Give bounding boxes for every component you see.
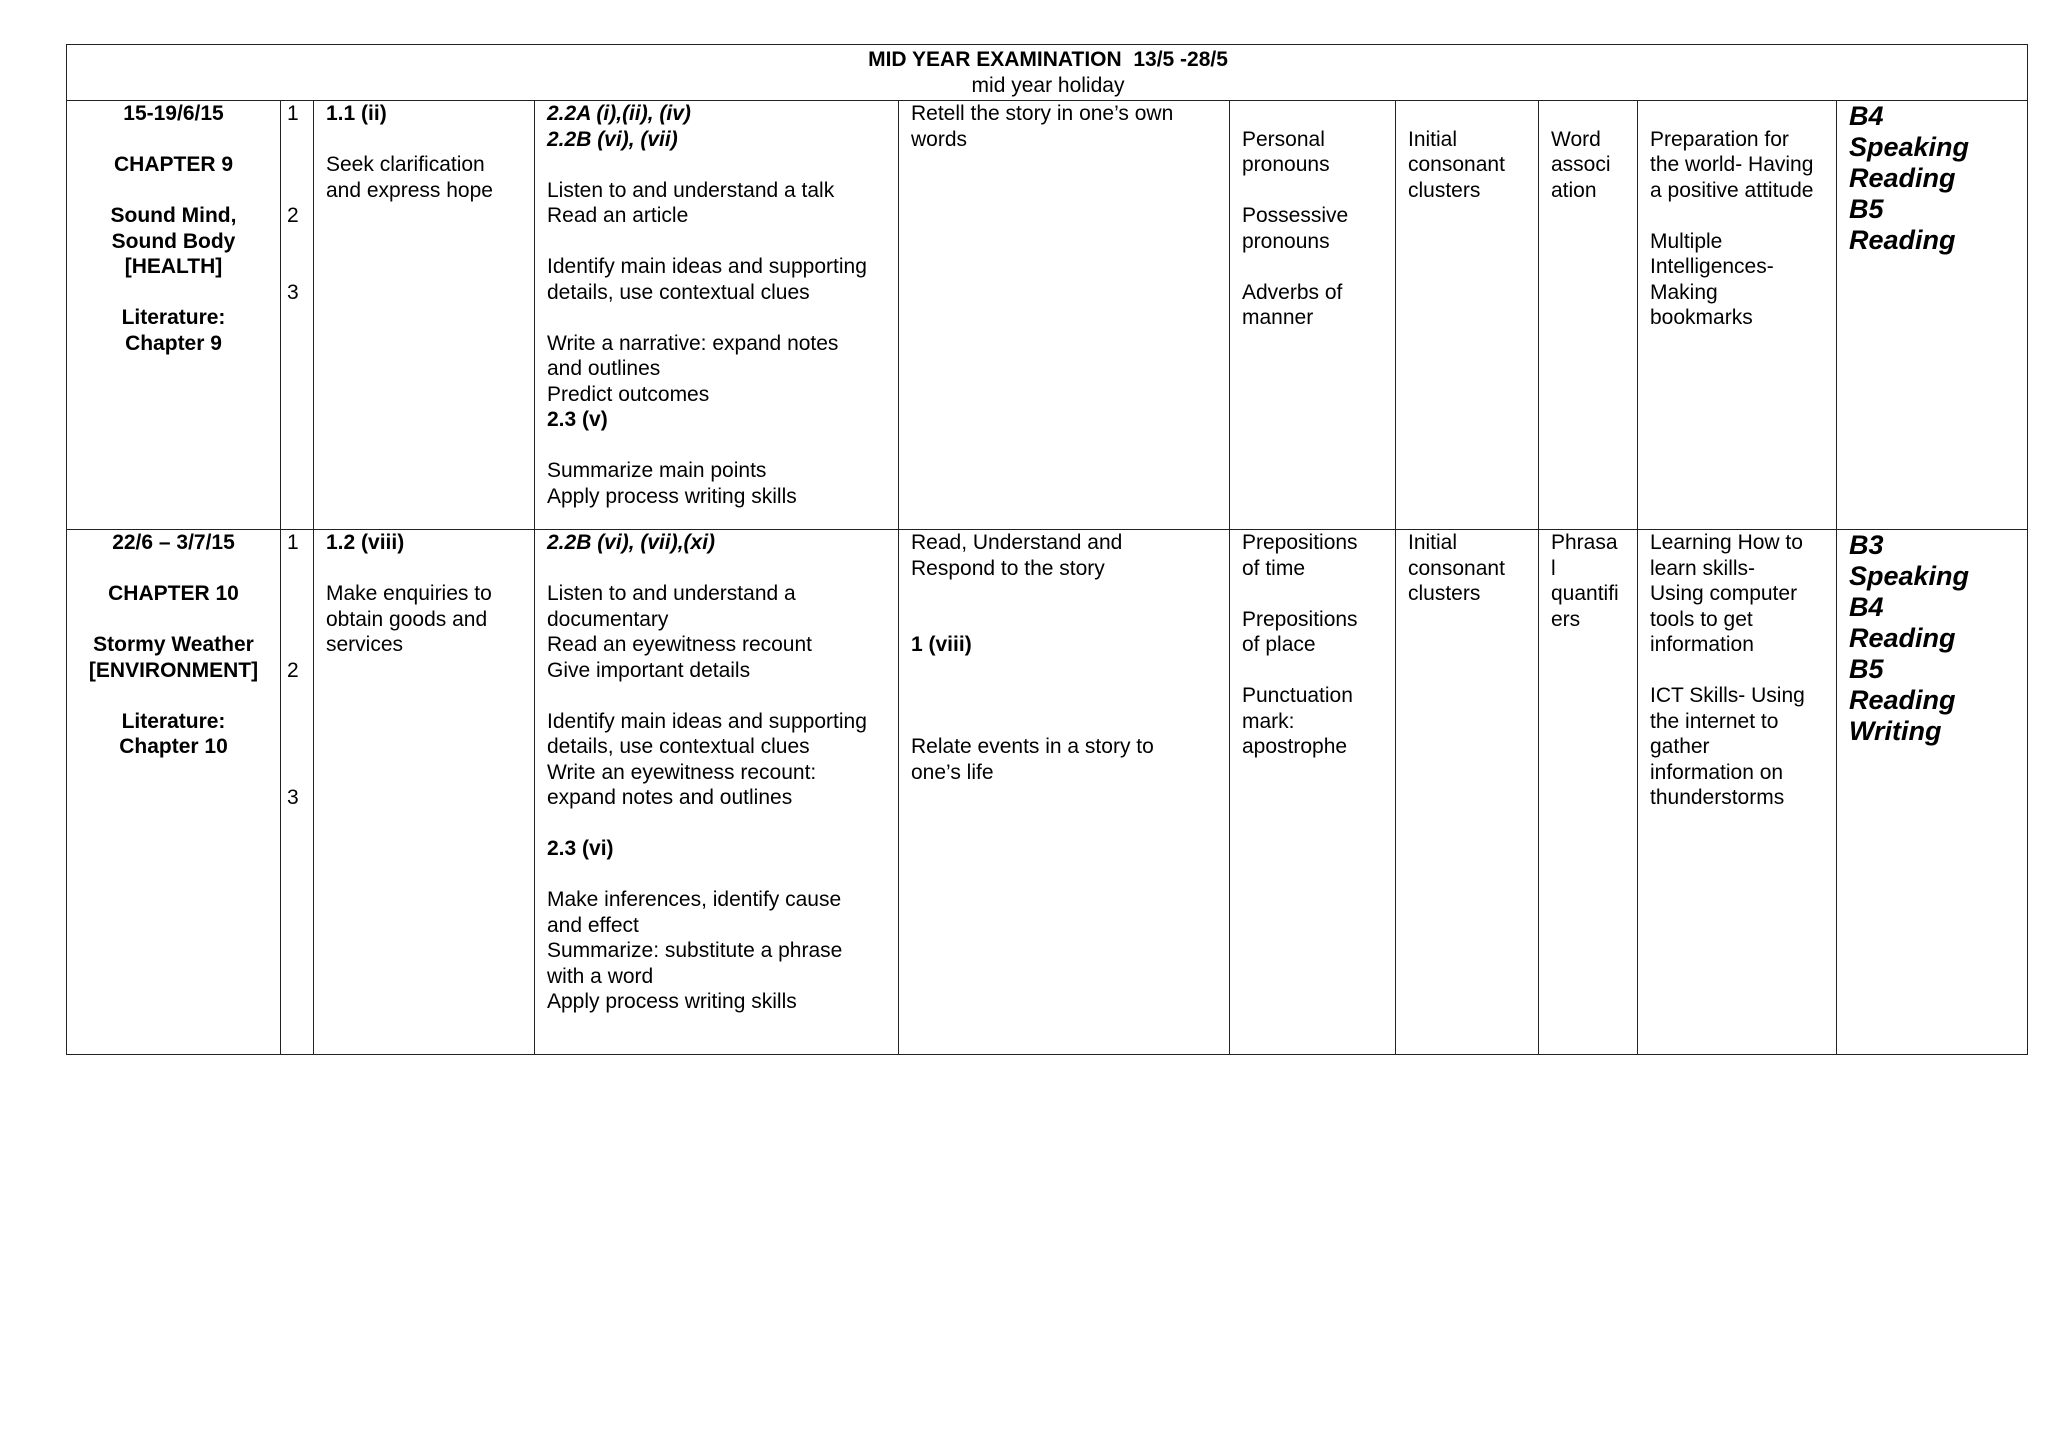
grammar-item: of place [1242,633,1316,656]
lesson-number-cell [281,530,314,1055]
skill-text: obtain goods and [326,607,488,631]
exam-header-cell [67,45,2028,101]
skill-text: documentary [547,607,669,631]
skill-text: Seek clarification [326,153,485,176]
values-text: gather [1650,735,1710,758]
grammar-item: pronouns [1242,229,1330,253]
values-text: the internet to [1650,709,1779,733]
band-skill: Writing [1849,716,1942,746]
values-text: learn skills- [1650,556,1756,580]
theme-line: [HEALTH] [124,255,223,278]
week-dates: 15-19/6/15 [123,102,224,125]
grammar-item: of time [1242,556,1306,580]
values-text: the world- Having [1650,153,1814,176]
values-text: Preparation for [1650,127,1789,151]
values-text: Learning How to [1650,531,1803,554]
skill-text: Make enquiries to [326,582,492,605]
theme-line: Sound Mind, [110,204,237,227]
literature-text: Retell the story in one’s own [911,102,1174,125]
grammar-cell [1230,530,1396,1055]
band-skill: Reading [1849,685,1956,715]
skill-text: Listen to and understand a [547,582,796,605]
skill-text: Apply process writing skills [547,990,797,1013]
chapter-label: CHAPTER 10 [108,582,239,605]
grammar-item: pronouns [1242,153,1330,176]
values-text: Using computer [1650,582,1798,605]
band-code: B5 [1849,194,1884,224]
literature-chapter: Chapter 10 [119,735,228,758]
values-text: Making [1650,280,1718,304]
skill-text: and express hope [326,178,493,202]
skill-text: Summarize: substitute a phrase [547,939,843,962]
lesson-number: 2 [287,658,299,682]
band-code: B4 [1849,592,1884,622]
vocabulary-item: ers [1551,607,1581,631]
phonics-item: Initial [1408,127,1458,151]
skill-text: Summarize main points [547,459,767,482]
grammar-item: Possessive [1242,204,1349,227]
values-text: tools to get [1650,607,1753,631]
reading-writing-cell [535,101,899,530]
literature-text: words [911,127,968,151]
skill-text: Write an eyewitness recount: [547,760,817,784]
values-text: Intelligences- [1650,255,1774,278]
skill-code: 2.3 (vi) [547,837,614,860]
exam-header-row [67,45,2028,101]
values-text: a positive attitude [1650,178,1814,202]
values-text: Multiple [1650,229,1723,253]
table-row [67,101,2028,530]
phonics-item: clusters [1408,582,1481,605]
skill-text: Make inferences, identify cause [547,888,842,911]
phonics-item: Initial [1408,531,1458,554]
scheme-of-work-table [66,44,2028,1055]
phonics-item: consonant [1408,153,1505,176]
theme-line: [ENVIRONMENT] [88,658,259,682]
theme-line: Stormy Weather [93,633,254,656]
bands-cell [1837,530,2028,1055]
skill-text: Listen to and understand a talk [547,178,835,202]
skill-code: 1.1 (ii) [326,102,387,125]
grammar-item: Adverbs of [1242,280,1343,304]
literature-text: Respond to the story [911,556,1105,580]
week-cell [67,530,281,1055]
exam-title: MID YEAR EXAMINATION 13/5 -28/5 [868,48,1228,71]
grammar-item: apostrophe [1242,735,1348,758]
lesson-number: 1 [287,102,299,125]
skill-text: details, use contextual clues [547,280,810,304]
lesson-number: 2 [287,204,299,227]
skill-text: Predict outcomes [547,382,710,406]
skill-text: with a word [547,964,654,988]
grammar-item: mark: [1242,709,1295,733]
phonics-item: consonant [1408,556,1505,580]
values-text: information on [1650,760,1784,784]
holiday-subtitle: mid year holiday [971,73,1125,97]
skill-text: expand notes and outlines [547,786,793,809]
phonics-cell [1396,530,1539,1055]
skill-code: 2.2B (vi), (vii) [547,127,678,151]
vocabulary-item: l [1551,556,1556,580]
literature-label: Literature: [121,709,226,733]
listening-speaking-cell [314,530,535,1055]
skill-text: and outlines [547,357,661,380]
values-cell [1638,530,1837,1055]
literature-label: Literature: [121,306,226,329]
band-code: B4 [1849,101,1884,131]
skill-text: Give important details [547,658,751,682]
phonics-item: clusters [1408,178,1481,202]
band-code: B5 [1849,654,1884,684]
bands-cell [1837,101,2028,530]
band-skill: Speaking [1849,561,1970,591]
skill-text: Write a narrative: expand notes [547,331,839,355]
lesson-number: 3 [287,280,299,304]
lesson-number: 3 [287,786,299,809]
lesson-number: 1 [287,531,299,554]
reading-writing-cell [535,530,899,1055]
grammar-item: Punctuation [1242,684,1353,707]
vocabulary-item: Phrasa [1551,531,1618,554]
scheme-of-work-sheet [66,44,2027,1055]
band-skill: Speaking [1849,132,1970,162]
skill-code: 1 (viii) [911,633,972,656]
values-cell [1638,101,1837,530]
vocabulary-item: ation [1551,178,1597,202]
skill-text: Apply process writing skills [547,484,797,508]
theme-line: Sound Body [111,229,236,253]
phonics-cell [1396,101,1539,530]
skill-text: services [326,633,404,656]
skill-text: details, use contextual clues [547,735,810,758]
literature-cell [899,530,1230,1055]
table-row [67,530,2028,1055]
skill-code: 2.3 (v) [547,408,608,431]
band-skill: Reading [1849,225,1956,255]
chapter-label: CHAPTER 9 [113,153,234,176]
vocabulary-item: Word [1551,127,1601,151]
vocabulary-cell [1539,530,1638,1055]
values-text: ICT Skills- Using [1650,684,1805,707]
literature-chapter: Chapter 9 [125,331,222,355]
grammar-item: Prepositions [1242,531,1358,554]
vocabulary-item: associ [1551,153,1611,176]
skill-text: Read an eyewitness recount [547,633,812,656]
skill-text: Identify main ideas and supporting [547,255,867,278]
band-skill: Reading [1849,623,1956,653]
skill-code: 1.2 (viii) [326,531,405,554]
grammar-item: Prepositions [1242,607,1358,631]
grammar-item: Personal [1242,127,1325,151]
values-text: information [1650,633,1754,656]
skill-text: Identify main ideas and supporting [547,709,867,733]
grammar-cell [1230,101,1396,530]
band-skill: Reading [1849,163,1956,193]
vocabulary-item: quantifi [1551,582,1619,605]
literature-cell [899,101,1230,530]
lesson-number-cell [281,101,314,530]
values-text: thunderstorms [1650,786,1785,809]
skill-code: 2.2A (i),(ii), (iv) [547,102,691,125]
grammar-item: manner [1242,306,1314,329]
week-dates: 22/6 – 3/7/15 [112,531,235,554]
listening-speaking-cell [314,101,535,530]
band-code: B3 [1849,530,1884,560]
literature-text: Read, Understand and [911,531,1123,554]
values-text: bookmarks [1650,306,1753,329]
week-cell [67,101,281,530]
skill-code: 2.2B (vi), (vii),(xi) [547,531,716,554]
literature-text: one’s life [911,760,994,784]
skill-text: Read an article [547,204,689,227]
literature-text: Relate events in a story to [911,735,1154,758]
vocabulary-cell [1539,101,1638,530]
skill-text: and effect [547,913,639,937]
